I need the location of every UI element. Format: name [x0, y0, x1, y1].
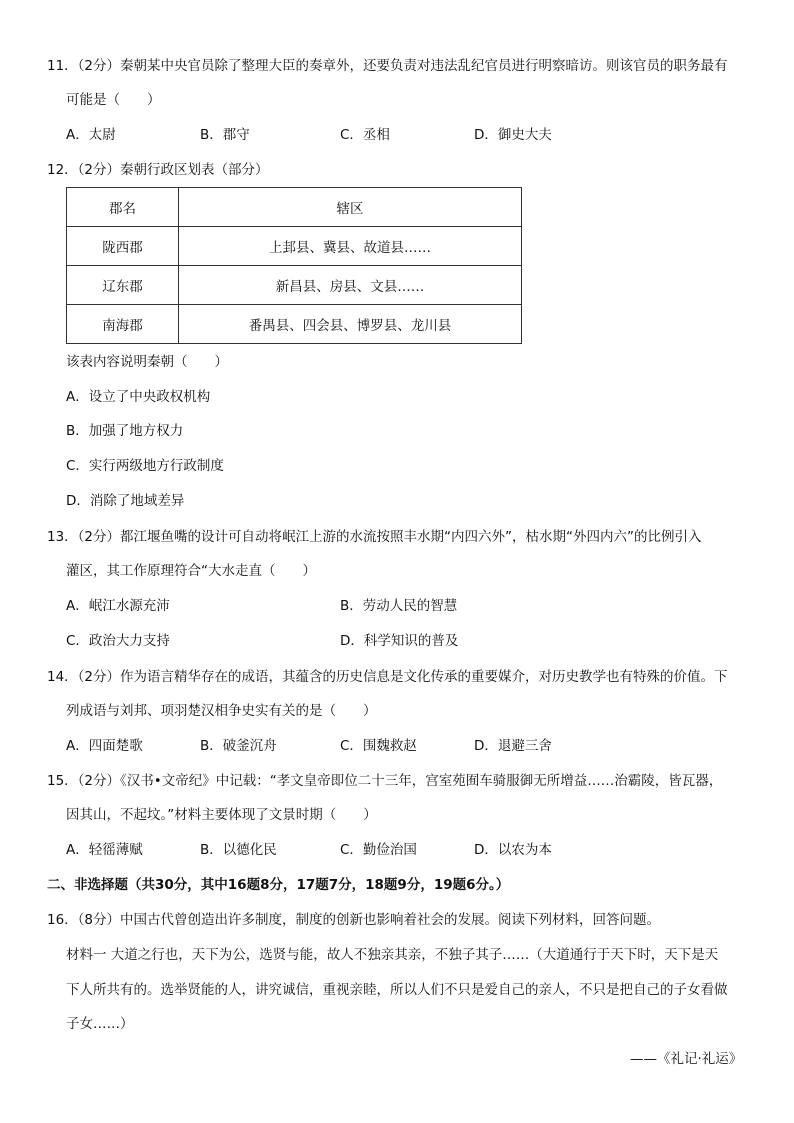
q14-option-c[interactable]: C．围魏救赵: [340, 738, 417, 754]
q14-stem-line2: 列成语与刘邦、项羽楚汉相争史实有关的是（ ）: [66, 703, 377, 719]
q15-option-b[interactable]: B．以德化民: [200, 842, 277, 858]
q13-stem-line2: 灌区，其工作原理符合“大水走直（ ）: [66, 563, 316, 579]
q11-option-c[interactable]: C．丞相: [340, 127, 390, 143]
q13-stem-line1: 13．（2分）都江堰鱼嘴的设计可自动将岷江上游的水流按照丰水期“内四六外”，枯水期“外四内六”的比例引入: [47, 529, 702, 545]
q13-option-a[interactable]: A．岷江水源充沛: [66, 598, 170, 614]
section-two-title: 二、非选择题（共30分，其中16题8分，17题7分，18题9分，19题6分。）: [47, 877, 510, 893]
q15-stem-line2: 因其山，不起坟。”材料主要体现了文景时期（ ）: [66, 807, 377, 823]
table-header-cell: 辖区: [179, 188, 522, 227]
q15-option-a[interactable]: A．轻徭薄赋: [66, 842, 143, 858]
q12-stem: 12．（2分）秦朝行政区划表（部分）: [47, 162, 269, 178]
q11-option-b[interactable]: B．郡守: [200, 127, 250, 143]
q16-material1-line1: 材料一 大道之行也，天下为公，选贤与能，故人不独亲其亲，不独子其子……（大道通行于天下时，天下是天: [66, 947, 719, 963]
q16-material1-line2: 下人所共有的。选举贤能的人，讲究诚信，重视亲睦，所以人们不只是爱自己的亲人，不只是把自己的子女看做: [66, 982, 728, 998]
q12-option-a[interactable]: A．设立了中央政权机构: [66, 389, 211, 405]
q13-option-b[interactable]: B．劳动人民的智慧: [340, 598, 458, 614]
q11-stem-line1: 11．（2分）秦朝某中央官员除了整理大臣的奏章外，还要负责对违法乱纪官员进行明察暗访。则该官员的职务最有: [47, 58, 728, 74]
admin-division-table: [66, 187, 522, 344]
table-row: [67, 227, 522, 266]
table-header-row: [67, 188, 522, 227]
table-cell: 陇西郡: [67, 227, 179, 266]
q16-stem: 16．（8分）中国古代曾创造出许多制度，制度的创新也影响着社会的发展。阅读下列材料，回答问题。: [47, 912, 661, 928]
q12-question: 该表内容说明秦朝（ ）: [66, 354, 228, 370]
q11-option-d[interactable]: D．御史大夫: [474, 127, 552, 143]
q14-option-b[interactable]: B．破釜沉舟: [200, 738, 277, 754]
q11-stem-line2: 可能是（ ）: [66, 92, 161, 108]
table-cell: 南海郡: [67, 305, 179, 344]
table-cell: 番禺县、四会县、博罗县、龙川县: [179, 305, 522, 344]
q16-material1-line3: 子女……）: [66, 1016, 134, 1032]
q14-option-a[interactable]: A．四面楚歌: [66, 738, 143, 754]
table-cell: 新昌县、房县、文县……: [179, 266, 522, 305]
table-row: [67, 305, 522, 344]
table-header-cell: 郡名: [67, 188, 179, 227]
q13-option-d[interactable]: D．科学知识的普及: [340, 633, 459, 649]
q14-stem-line1: 14．（2分）作为语言精华存在的成语，其蕴含的历史信息是文化传承的重要媒介，对历史教学也有特殊的价值。下: [47, 669, 728, 685]
q16-material1-source: ——《礼记·礼运》: [630, 1051, 743, 1067]
q12-option-c[interactable]: C．实行两级地方行政制度: [66, 458, 224, 474]
table-cell: 上邽县、冀县、故道县……: [179, 227, 522, 266]
q15-option-d[interactable]: D．以农为本: [474, 842, 552, 858]
q11-option-a[interactable]: A．太尉: [66, 127, 116, 143]
table-cell: 辽东郡: [67, 266, 179, 305]
q15-option-c[interactable]: C．勤俭治国: [340, 842, 417, 858]
table-row: [67, 266, 522, 305]
q14-option-d[interactable]: D．退避三舍: [474, 738, 552, 754]
q12-option-d[interactable]: D．消除了地域差异: [66, 493, 185, 509]
q15-stem-line1: 15．（2分）《汉书•文帝纪》中记载：“孝文皇帝即位二十三年，宫室苑囿车骑服御无所增益……治霸陵，皆瓦器，: [47, 773, 723, 789]
q13-option-c[interactable]: C．政治大力支持: [66, 633, 170, 649]
q12-option-b[interactable]: B．加强了地方权力: [66, 423, 184, 439]
